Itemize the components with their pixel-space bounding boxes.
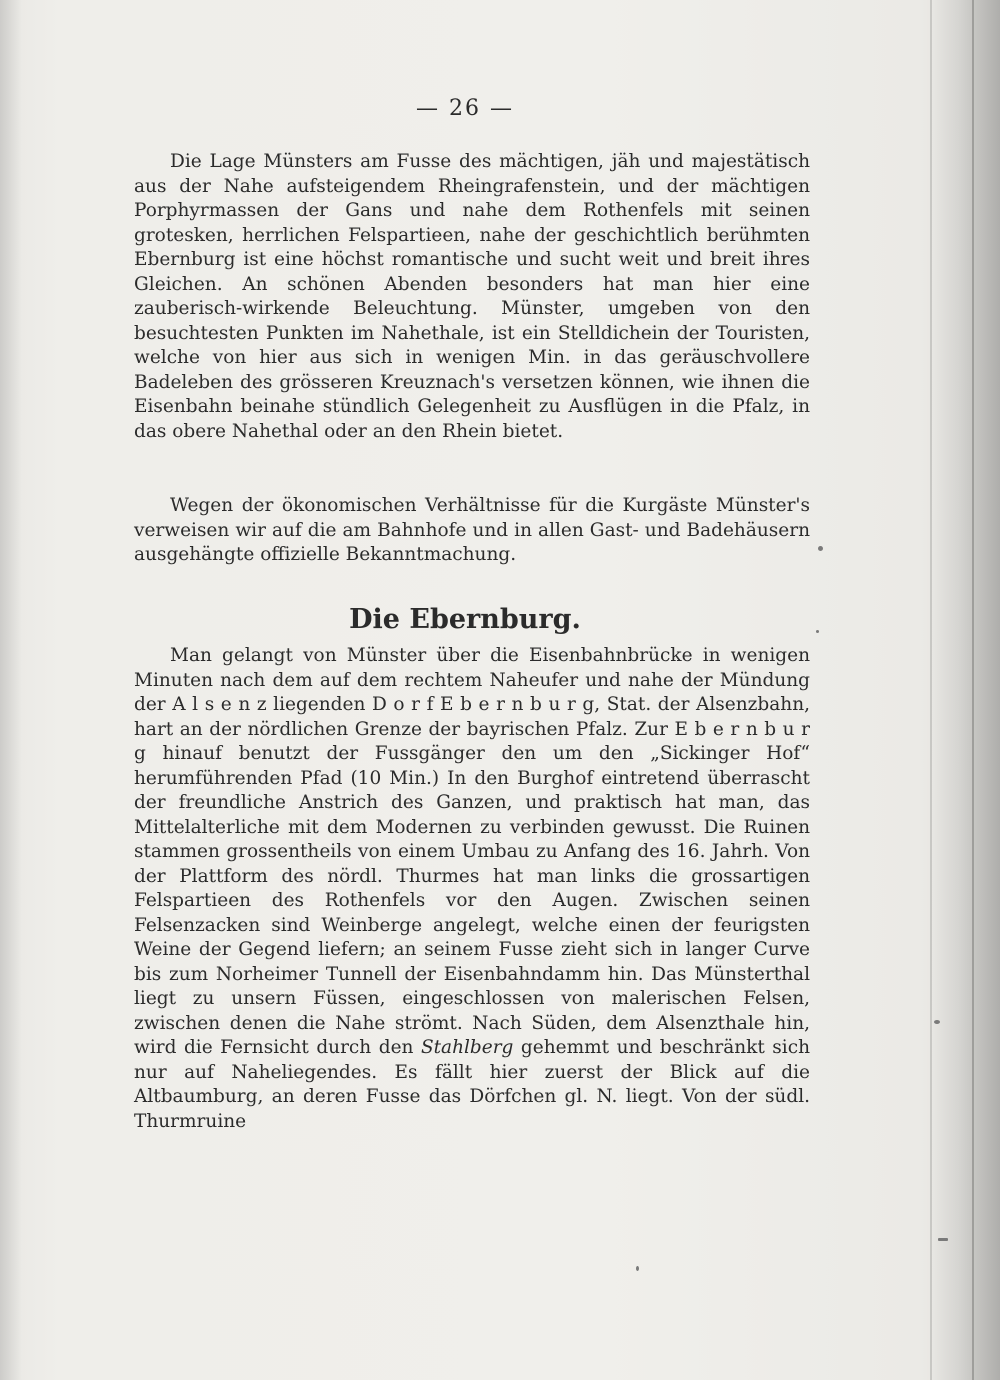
paragraph-text (134, 644, 810, 1134)
paragraph-ebernburg (134, 644, 810, 1134)
paragraph-body: Man gelangt von Münster über die Eisenbahnbrücke in wenigen Minuten nach dem auf dem rechtem Naheufer und nahe der Mündung der A l s e n z liegenden D o r f E b e r n b u r g, Stat. der Alsenzbahn, hart an der nördlichen Grenze der bayrischen Pfalz. Zur E b e r n b u r g hinauf benutzt der Fussgänger den um den „Sickinger Hof“ herumführenden Pfad (10 Min.) In den Burghof eintretend überrascht der freundliche Anstrich des Ganzen, und praktisch hat man, das Mittelalterliche mit dem Modernen zu verbinden gewusst. Die Ruinen stammen grossentheils von einem Umbau zu Anfang des 16. Jahrh. Von der Plattform des nördl. Thurmes hat man links die grossartigen Felspartieen des Rothenfels vor den Augen. Zwischen seinen Felsenzacken sind Weinberge angelegt, welche einen der feurigsten Weine der Gegend liefern; an seinem Fusse zieht sich in langer Curve bis zum Norheimer Tunnell der Eisenbahndamm hin. Das Münsterthal liegt zu unsern Füssen, eingeschlossen von malerischen Felsen, zwischen denen die Nahe strömt. Nach Süden, dem Alsenzthale hin, wird die Fernsicht durch den (134, 645, 810, 1058)
paragraph-kurgaeste (134, 494, 810, 568)
page-edge-line (930, 0, 932, 1380)
speck (816, 630, 819, 633)
page-number: — 26 — (416, 96, 514, 121)
section-heading: Die Ebernburg. (349, 604, 581, 635)
paragraph-text: Die Lage Münsters am Fusse des mächtigen, jäh und majestätisch aus der Nahe aufsteigendem Rheingrafenstein, und der mächtigen Porphyrmassen der Gans und nahe dem Rothenfels mit seinen grotesken, herrlichen Felspartieen, nahe der geschichtlich berühmten Ebernburg ist eine höchst romantische und sucht weit und breit ihres Gleichen. An schönen Abenden besonders hat man hier eine zauberisch-wirkende Beleuchtung. Münster, umgeben von den besuchtesten Punkten im Nahethale, ist ein Stelldichein der Touristen, welche von hier aus sich in wenigen Min. in das geräuschvollere Badeleben des grösseren Kreuznach's versetzen können, wie ihnen die Eisenbahn beinahe stündlich Gelegenheit zu Ausflügen in die Pfalz, in das obere Nahethal oder an den Rhein bietet. (134, 151, 810, 442)
page-edge-line (972, 0, 974, 1380)
paragraph-lage-muensters (134, 150, 810, 444)
paragraph-body-end: gehemmt und beschränkt sich nur auf Naheliegendes. Es fällt hier zuerst der Blick auf die Altbaumburg, an deren Fusse das Dörfchen gl. N. liegt. Von der südl. Thurmruine (134, 1037, 810, 1132)
speck (636, 1266, 639, 1271)
paragraph-text: Wegen der ökonomischen Verhältnisse für die Kurgäste Münster's verweisen wir auf die am Bahnhofe und in allen Gast- und Badehäusern ausgehängte offizielle Bekanntmachung. (134, 495, 810, 565)
page-edge-shadow (930, 0, 1000, 1380)
speck (938, 1238, 948, 1241)
speck (818, 546, 823, 551)
italic-term: Stahlberg (420, 1037, 514, 1058)
speck (934, 1020, 940, 1024)
page-gutter-shadow (0, 0, 22, 1380)
